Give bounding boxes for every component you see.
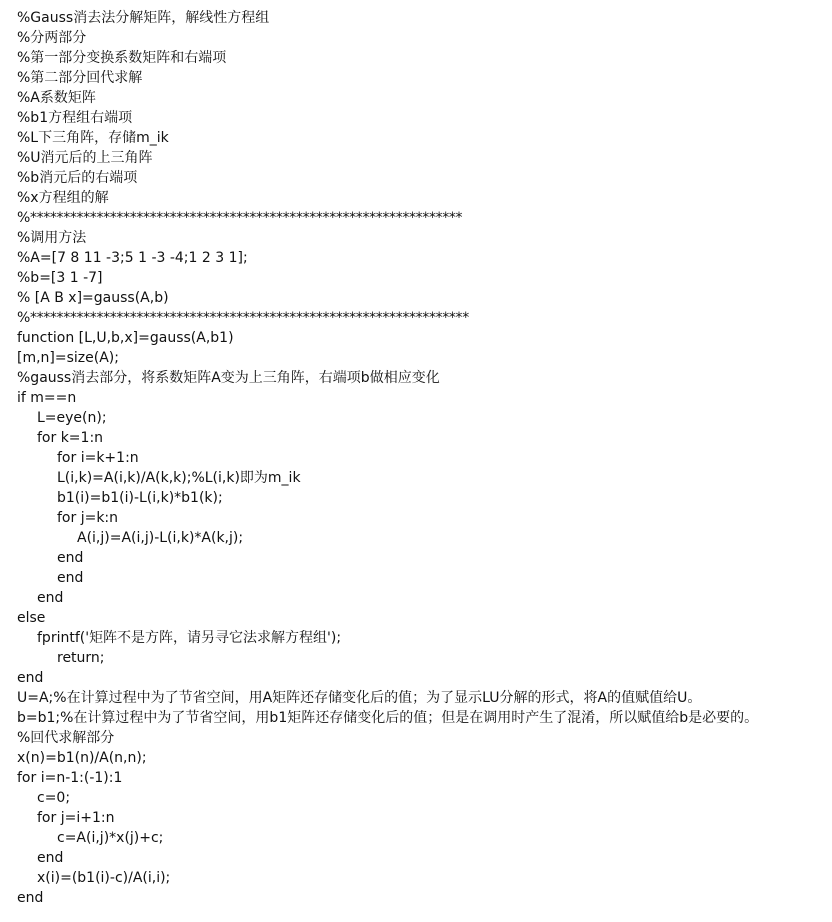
code-listing — [17, 8, 827, 908]
code-line: %gauss消去部分，将系数矩阵A变为上三角阵，右端项b做相应变化 — [17, 370, 440, 386]
code-line: fprintf('矩阵不是方阵，请另寻它法求解方程组'); — [37, 630, 342, 646]
code-line: for j=k:n — [57, 510, 119, 526]
code-line: [m,n]=size(A); — [17, 350, 119, 366]
code-line: if m==n — [17, 390, 77, 406]
code-line: A(i,j)=A(i,j)-L(i,k)*A(k,j); — [77, 530, 244, 546]
code-line: x(n)=b1(n)/A(n,n); — [17, 750, 147, 766]
code-line: end — [37, 590, 64, 606]
code-line: for i=k+1:n — [57, 450, 139, 466]
code-line: %分两部分 — [17, 30, 87, 46]
code-line: L=eye(n); — [37, 410, 107, 426]
code-line: %回代求解部分 — [17, 730, 115, 746]
code-line: %b=[3 1 -7] — [17, 270, 103, 286]
code-line: else — [17, 610, 46, 626]
code-line: c=0; — [37, 790, 71, 806]
code-line: %调用方法 — [17, 230, 87, 246]
code-line: end — [37, 850, 64, 866]
code-line: %****************************************************************** — [17, 310, 469, 326]
code-line: for i=n-1:(-1):1 — [17, 770, 123, 786]
code-line: end — [17, 890, 44, 906]
code-line: for k=1:n — [37, 430, 104, 446]
code-line: %A系数矩阵 — [17, 90, 96, 106]
code-line: %U消元后的上三角阵 — [17, 150, 153, 166]
code-line: %b1方程组右端项 — [17, 110, 133, 126]
code-line: %***************************************************************** — [17, 210, 463, 226]
code-line: %第二部分回代求解 — [17, 70, 143, 86]
code-line: % [A B x]=gauss(A,b) — [17, 290, 169, 306]
code-line: end — [17, 670, 44, 686]
code-line: b=b1;%在计算过程中为了节省空间，用b1矩阵还存储变化后的值；但是在调用时产生了混淆，所以赋值给b是必要的。 — [17, 710, 759, 726]
code-line: for j=i+1:n — [37, 810, 115, 826]
code-line: c=A(i,j)*x(j)+c; — [57, 830, 164, 846]
code-line: %A=[7 8 11 -3;5 1 -3 -4;1 2 3 1]; — [17, 250, 248, 266]
code-line: end — [57, 570, 84, 586]
code-line: U=A;%在计算过程中为了节省空间，用A矩阵还存储变化后的值；为了显示LU分解的形式，将A的值赋值给U。 — [17, 690, 702, 706]
code-line: %第一部分变换系数矩阵和右端项 — [17, 50, 227, 66]
code-line: function [L,U,b,x]=gauss(A,b1) — [17, 330, 234, 346]
code-line: %Gauss消去法分解矩阵，解线性方程组 — [17, 10, 270, 26]
code-line: %x方程组的解 — [17, 190, 109, 206]
code-line: b1(i)=b1(i)-L(i,k)*b1(k); — [57, 490, 223, 506]
code-line: x(i)=(b1(i)-c)/A(i,i); — [37, 870, 171, 886]
code-line: %b消元后的右端项 — [17, 170, 138, 186]
code-line: return; — [57, 650, 105, 666]
code-line: L(i,k)=A(i,k)/A(k,k);%L(i,k)即为m_ik — [57, 470, 301, 486]
code-line: end — [57, 550, 84, 566]
code-line: %L下三角阵，存储m_ik — [17, 130, 169, 146]
